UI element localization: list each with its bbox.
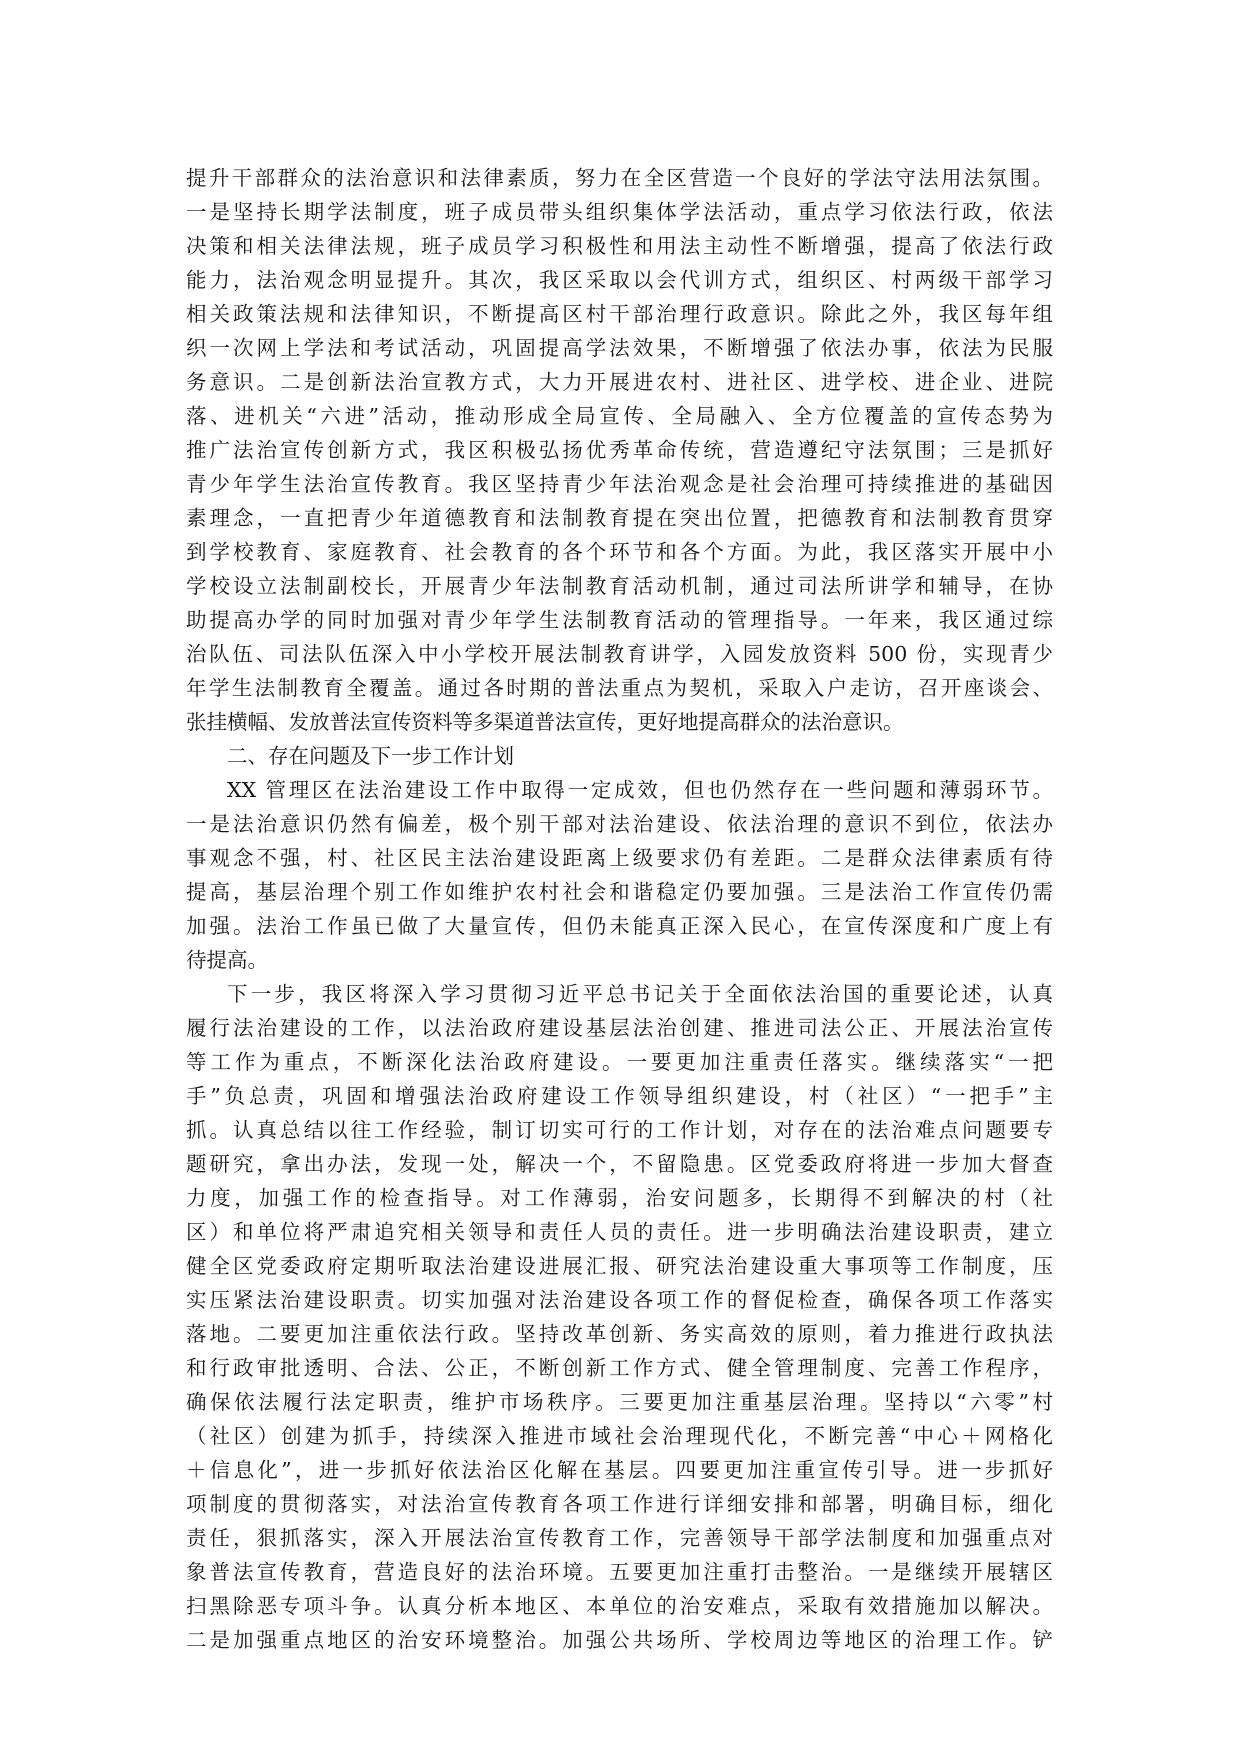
- text-line: 项制度的贯彻落实，对法治宣传教育各项工作进行详细安排和部署，明确目标，细化: [186, 1492, 1053, 1516]
- text-line: 务意识。二是创新法治宣教方式，大力开展进农村、进社区、进学校、进企业、进院: [186, 370, 1053, 394]
- text-line: 落、进机关“六进”活动，推动形成全局宣传、全局融入、全方位覆盖的宣传态势为: [186, 404, 1053, 428]
- text-line: 相关政策法规和法律知识，不断提高区村干部治理行政意识。除此之外，我区每年组: [186, 302, 1053, 326]
- text-line: 待提高。: [186, 948, 268, 972]
- text-line: 青少年学生法治宣传教育。我区坚持青少年法治观念是社会治理可持续推进的基础因: [186, 472, 1053, 496]
- text-line: 提高，基层治理个别工作如维护农村社会和谐稳定仍要加强。三是法治工作宣传仍需: [186, 880, 1053, 904]
- text-line: 实压紧法治建设职责。切实加强对法治建设各项工作的督促检查，确保各项工作落实: [186, 1288, 1053, 1312]
- text-line: 题研究，拿出办法，发现一处，解决一个，不留隐患。区党委政府将进一步加大督查: [186, 1152, 1053, 1176]
- text-line: 织一次网上学法和考试活动，巩固提高学法效果，不断增强了依法办事，依法为民服: [186, 336, 1053, 360]
- text-line: 事观念不强，村、社区民主法治建设距离上级要求仍有差距。二是群众法律素质有待: [186, 846, 1053, 870]
- text-line: 推广法治宣传创新方式，我区积极弘扬优秀革命传统，营造遵纪守法氛围；三是抓好: [186, 438, 1053, 462]
- document-body: [186, 161, 1053, 1657]
- text-line: 二是加强重点地区的治安环境整治。加强公共场所、学校周边等地区的治理工作。铲: [186, 1628, 1053, 1652]
- text-line: 力度，加强工作的检查指导。对工作薄弱，治安问题多，长期得不到解决的村（社: [186, 1186, 1053, 1210]
- text-line: 下一步，我区将深入学习贯彻习近平总书记关于全面依法治国的重要论述，认真: [227, 982, 1053, 1006]
- text-line: ＋信息化”，进一步抓好依法治区化解在基层。四要更加注重宣传引导。进一步抓好: [186, 1458, 1053, 1482]
- paragraph-problems: [186, 773, 1053, 977]
- paragraph-continued: [186, 161, 1053, 739]
- text-line: 确保依法履行法定职责，维护市场秩序。三要更加注重基层治理。坚持以“六零”村: [186, 1390, 1053, 1414]
- text-line: 学校设立法制副校长，开展青少年法制教育活动机制，通过司法所讲学和辅导，在协: [186, 574, 1053, 598]
- text-line: 助提高办学的同时加强对青少年学生法制教育活动的管理指导。一年来，我区通过综: [186, 608, 1053, 632]
- text-line: 到学校教育、家庭教育、社会教育的各个环节和各个方面。为此，我区落实开展中小: [186, 540, 1053, 564]
- text-line: 履行法治建设的工作，以法治政府建设基层法治创建、推进司法公正、开展法治宣传: [186, 1016, 1053, 1040]
- text-line: 一是坚持长期学法制度，班子成员带头组织集体学法活动，重点学习依法行政，依法: [186, 200, 1053, 224]
- text-line: 象普法宣传教育，营造良好的法治环境。五要更加注重打击整治。一是继续开展辖区: [186, 1560, 1053, 1584]
- text-line: 手”负总责，巩固和增强法治政府建设工作领导组织建设，村（社区）“一把手”主: [186, 1084, 1053, 1108]
- text-line: 区）和单位将严肃追究相关领导和责任人员的责任。进一步明确法治建设职责，建立: [186, 1220, 1053, 1244]
- text-line: 能力，法治观念明显提升。其次，我区采取以会代训方式，组织区、村两级干部学习: [186, 268, 1053, 292]
- text-line: 健全区党委政府定期听取法治建设进展汇报、研究法治建设重大事项等工作制度，压: [186, 1254, 1053, 1278]
- text-line: 一是法治意识仍然有偏差，极个别干部对法治建设、依法治理的意识不到位，依法办: [186, 812, 1053, 836]
- text-line: 张挂横幅、发放普法宣传资料等多渠道普法宣传，更好地提高群众的法治意识。: [186, 710, 904, 734]
- text-line: 扫黑除恶专项斗争。认真分析本地区、本单位的治安难点，采取有效措施加以解决。: [186, 1594, 1053, 1618]
- text-line: XX 管理区在法治建设工作中取得一定成效，但也仍然存在一些问题和薄弱环节。: [227, 778, 1053, 802]
- paragraph-next-steps: [186, 977, 1053, 1657]
- text-line: 等工作为重点，不断深化法治政府建设。一要更加注重责任落实。继续落实“一把: [186, 1050, 1053, 1074]
- text-line: 责任，狠抓落实，深入开展法治宣传教育工作，完善领导干部学法制度和加强重点对: [186, 1526, 1053, 1550]
- text-line: 加强。法治工作虽已做了大量宣传，但仍未能真正深入民心，在宣传深度和广度上有: [186, 914, 1053, 938]
- section-heading: 二、存在问题及下一步工作计划: [227, 744, 514, 768]
- text-line: 年学生法制教育全覆盖。通过各时期的普法重点为契机，采取入户走访，召开座谈会、: [186, 676, 1053, 700]
- text-line: 治队伍、司法队伍深入中小学校开展法制教育讲学，入园发放资料 500 份，实现青少: [186, 642, 1053, 666]
- text-line: 提升干部群众的法治意识和法律素质，努力在全区营造一个良好的学法守法用法氛围。: [186, 166, 1053, 190]
- text-line: 落地。二要更加注重依法行政。坚持改革创新、务实高效的原则，着力推进行政执法: [186, 1322, 1053, 1346]
- text-line: 决策和相关法律法规，班子成员学习积极性和用法主动性不断增强，提高了依法行政: [186, 234, 1053, 258]
- text-line: （社区）创建为抓手，持续深入推进市域社会治理现代化，不断完善“中心＋网格化: [186, 1424, 1053, 1448]
- text-line: 素理念，一直把青少年道德教育和法制教育提在突出位置，把德教育和法制教育贯穿: [186, 506, 1053, 530]
- text-line: 和行政审批透明、合法、公正，不断创新工作方式、健全管理制度、完善工作程序，: [186, 1356, 1053, 1380]
- text-line: 抓。认真总结以往工作经验，制订切实可行的工作计划，对存在的法治难点问题要专: [186, 1118, 1053, 1142]
